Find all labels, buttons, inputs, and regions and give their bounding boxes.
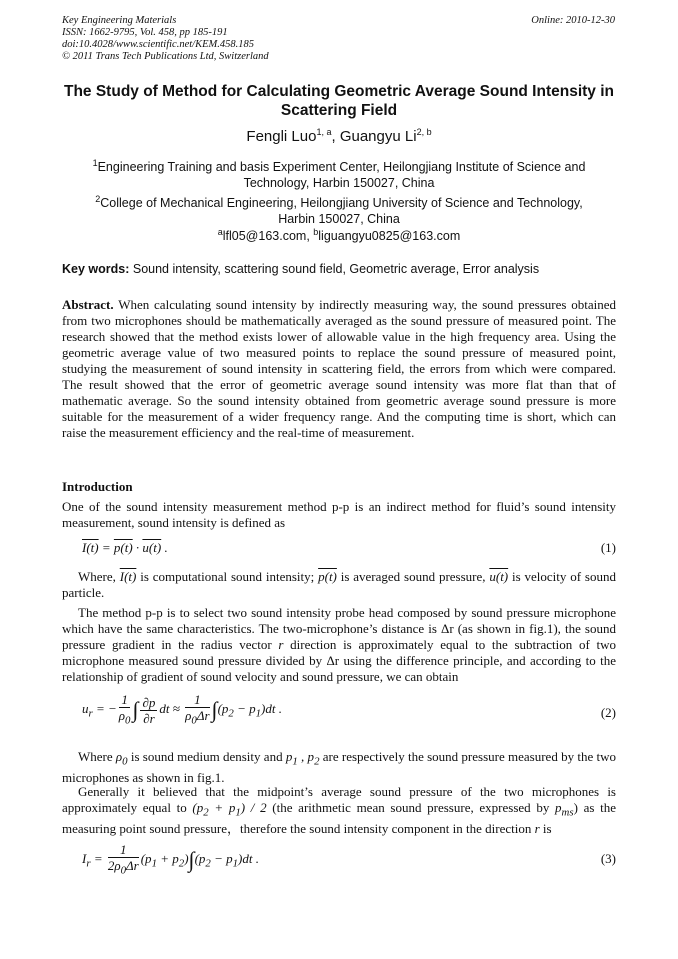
online-date: Online: 2010-12-30 bbox=[531, 15, 615, 26]
equation-2 bbox=[62, 692, 616, 736]
journal-meta bbox=[62, 15, 269, 63]
keywords-label: Key words: bbox=[62, 262, 130, 276]
copyright-line: © 2011 Trans Tech Publications Ltd, Switzerland bbox=[62, 51, 269, 62]
text-run: Generally it believed that the midpoint’s average sound pressure of the two microphones is approximately equal to bbox=[62, 784, 616, 815]
text-run: is bbox=[539, 820, 552, 836]
general-paragraph: Generally it believed that the midpoint’s average sound pressure of the two microphones is approximately equal to $(p_2 + p_1) / 2$ (the arithmetic mean sound pressure, expressed by $p_{ms}$) as the measuring point sound pressure，therefore the sound intensity component in the direction r is bbox=[62, 784, 616, 836]
email-b[interactable]: liguangyu0825@163.com bbox=[318, 229, 461, 244]
text-run: are respectively the sound pressure measured by the two microphones as shown in fig.1. bbox=[62, 749, 617, 785]
equation-body: I(t) = p(t) · u(t) . bbox=[82, 540, 168, 555]
text-run: Where, bbox=[78, 569, 120, 584]
author-superscript: 1, a bbox=[316, 127, 332, 137]
author-name: Fengli Luo bbox=[246, 128, 317, 145]
equation-3 bbox=[62, 842, 616, 878]
email-line bbox=[62, 227, 616, 243]
abstract-paragraph bbox=[62, 297, 616, 441]
text-run: Where bbox=[78, 749, 116, 764]
author-line bbox=[62, 127, 616, 145]
abstract-label: Abstract. bbox=[62, 297, 114, 312]
equation-body: $I_r$ = $\frac{1}{2\rho_0\Delta r}$ $(p_1 + p_2)\int(p_2 - p_1)dt$ . bbox=[82, 842, 259, 877]
email-a[interactable]: lfl05@163.com, bbox=[222, 229, 314, 244]
text-run: is computational sound intensity; bbox=[136, 569, 319, 584]
equation-number: (3) bbox=[600, 851, 616, 866]
where-paragraph: Where $\rho_0$ is sound medium density and $p_1$ , $p_2$ are respectively the sound pressure measured by the two microphones as shown in fig.1. bbox=[62, 749, 617, 785]
text-run: The method p-p is to select two sound intensity probe head composed by sound pressure microphone which have the same characteristics. The two-microphone’s distance is Δr (as shown in fig.1), the sound pressure gradient in the radius vector bbox=[62, 605, 616, 652]
affiliation-text: Engineering Training and basis Experiment Center, Heilongjiang Institute of Science and Technology, Harbin 150027, China bbox=[97, 160, 586, 191]
text-run: is averaged sound pressure, bbox=[336, 569, 490, 584]
section-heading: Introduction bbox=[62, 479, 133, 494]
email-superscript: b bbox=[313, 227, 319, 237]
text-run: direction is approximately equal to the subtraction of two microphone measured sound pressure divided by Δr using the difference principle, and according to the relationship of gradient of sound velocity and sound pressure, we can obtain bbox=[62, 637, 617, 684]
author-superscript: 2, b bbox=[416, 127, 432, 137]
keywords-text: Sound intensity, scattering sound field, Geometric average, Error analysis bbox=[129, 262, 540, 276]
affiliation-superscript: 1 bbox=[92, 158, 98, 168]
affiliation-superscript: 2 bbox=[95, 194, 101, 204]
email-superscript: a bbox=[217, 227, 223, 237]
doi-line[interactable]: doi:10.4028/www.scientific.net/KEM.458.185 bbox=[62, 39, 254, 50]
equation-number: (2) bbox=[600, 705, 616, 720]
where-paragraph: Where, I(t) is computational sound intensity; p(t) is averaged sound pressure, u(t) is velocity of sound particle. bbox=[62, 569, 616, 600]
author-name: Guangyu Li bbox=[339, 128, 417, 145]
journal-name: Key Engineering Materials bbox=[62, 15, 177, 26]
text-run: ) as the measuring point sound pressure，therefore the sound intensity component in the direction bbox=[62, 800, 616, 836]
issn-line: ISSN: 1662-9795, Vol. 458, pp 185-191 bbox=[62, 27, 228, 38]
equation-body: $u_r$ = − $\frac{1}{\rho_0}$ ∫ $\frac{\partial p}{\partial r}$ dt ≈ $\frac{1}{\rho_0\Delta r}$ $\int(p_2 - p_1)dt$ . bbox=[82, 692, 282, 727]
equation-1 bbox=[62, 540, 616, 558]
method-paragraph: The method p-p is to select two sound intensity probe head composed by sound pressure microphone which have the same characteristics. The two-microphone’s distance is Δr (as shown in fig.1), the sound pressure gradient in the radius vector r direction is approximately equal to the subtraction of two microphone measured sound pressure divided by Δr using the difference principle, and according to the relationship of gradient of sound velocity and sound pressure, we can obtain bbox=[62, 605, 617, 684]
text-run: is velocity of sound particle. bbox=[62, 569, 616, 600]
equation-number: (1) bbox=[600, 540, 616, 555]
text-run: is sound medium density and bbox=[127, 749, 286, 764]
affiliation-2 bbox=[80, 191, 598, 227]
text-run: (the arithmetic mean sound pressure, expressed by bbox=[266, 800, 556, 815]
paper-title: The Study of Method for Calculating Geometric Average Sound Intensity in Scattering Field bbox=[63, 83, 614, 119]
keywords-line bbox=[62, 262, 616, 276]
affiliation-1 bbox=[80, 155, 598, 191]
author-separator: , bbox=[331, 128, 340, 145]
affiliation-text: College of Mechanical Engineering, Heilongjiang University of Science and Technology, Harbin 150027, China bbox=[100, 196, 583, 227]
abstract-text: When calculating sound intensity by indirectly measuring way, the sound pressures obtained from two microphones should be mathematically averaged as the sound pressure of measured point. The research showed that the method exists lower of allowable value in the high frequency area. Using the geometric average value of two measured points to replace the sound pressure of measured point, studying the measurement of sound intensity in scattering field, the errors from which were compared. The result showed that the error of geometric average sound intensity was more flat than that of mathematic average. So the sound intensity obtained from geometric average sound pressure is more suitable for the measurement of a wider frequency range. And the computing time is short, which can raise the measurement efficiency and the real-time of measurement. bbox=[62, 297, 616, 440]
intro-paragraph: One of the sound intensity measurement method p-p is an indirect method for fluid’s sound intensity measurement, sound intensity is defined as bbox=[62, 499, 616, 530]
